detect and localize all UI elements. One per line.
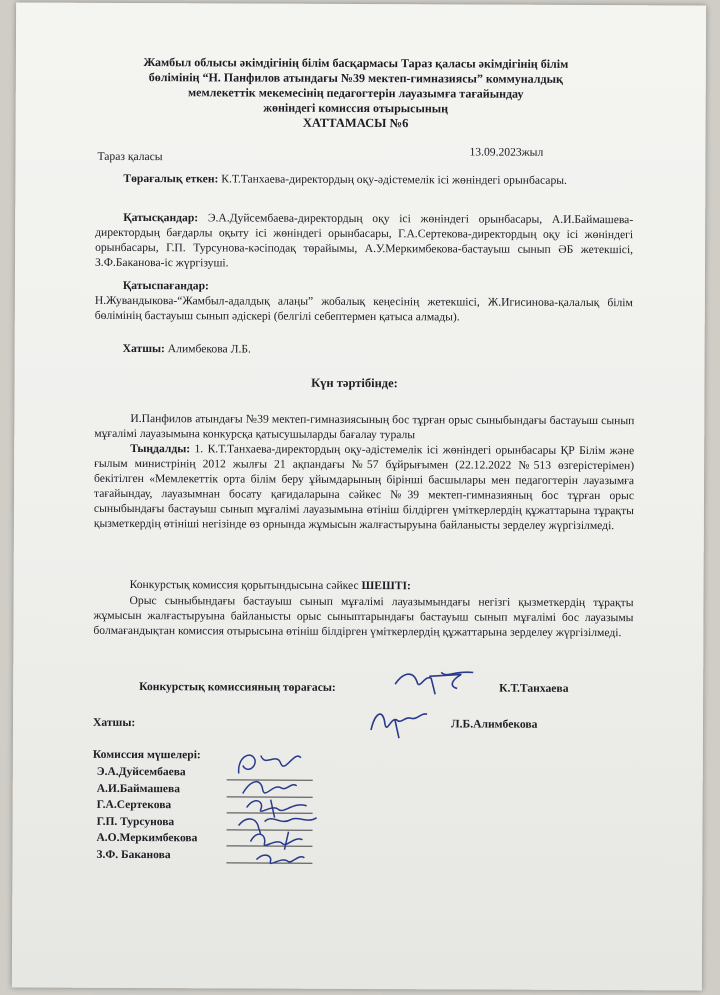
secretary-signature-name: Л.Б.Алимбекова [450,717,538,731]
absent-label: Қатыспағандар: [122,278,209,293]
member-name: Э.А.Дуйсембаева [96,765,186,779]
document-page [12,2,706,990]
date: 13.09.2023жыл [469,145,544,159]
member-name: А.О.Меркимбекова [96,831,198,845]
participants-label: Қатысқандар: [123,210,199,225]
place: Тараз қаласы [97,149,163,164]
participants-paragraph [95,210,633,272]
header-line-1: Жамбыл облысы әкімдігінің білім басқармасы Тараз қаласы әкімдігінің білім [143,55,569,71]
heard-text: 1. К.Т.Танхаева-директордың оқу-әдістемелік ісі жөніндегі орынбасары ҚР Білім және ғылым министрінің 2012 жылғы 21 ақпандағы №57 бұйрығымен (22.12.2022 №513 өзгерістерімен) бекітілген «Мемлекеттік орта білім беру ұйымдарының бірінші басшылары мен педагогтерін лауазымға тағайындау, лауазымнан босату қағидаларына сәйкес №39 мектеп-гимназияның бос тұрған орыс сыныбындағы бастауыш сынып мұғалімі лауазымына өтініш білдірген үміткерлердің құжаттарына тұрақты қызметкердің өтініші негізінде өз орнында жұмысын жалғастыруына байланысты зерделеу жүргізілмеді. [93,442,635,533]
chair-label: Төрағалық еткен: [123,171,219,186]
member-name: А.И.Баймашева [96,782,181,795]
chair-paragraph [95,171,633,188]
decision-text: Конкурстық комиссия қорытындысына сәйкес [129,578,362,593]
heard-paragraph [94,441,634,533]
members-list [96,765,197,864]
secretary-text: Алимбекова Л.Б. [167,342,251,356]
members-label: Комиссия мүшелері: [92,747,201,762]
header-line-3: мемлекеттік мекемесінің педагогтерін лауазымға тағайындау [187,85,524,101]
header-line-4: жөніндегі комиссия отырысының [263,100,449,116]
heard-label: Тыңдалды: [130,442,191,456]
agenda-text: И.Панфилов атындағы №39 мектеп-гимназиясының бос тұрған орыс сыныбындағы бастауыш сынып мұғалімі лауазымына конкурсқа қатысушыларды бағалау туралы [94,412,635,442]
agenda-title: Күн тәртібінде: [311,375,398,391]
decision-body: Орыс сыныбындағы бастауыш сынып мұғалімі лауазымындағы негізгі қызметкердің тұрақты жұмысын жалғастыруына байланысты орыс сыныптарындағы бастауыш сынып мұғалімі бос лауазымы болмағандықтан комиссия отырысына өтініш білдірген үміткерлердің құжаттарына зерделеу жүргізілмеді. [93,593,634,640]
chair-signature [391,664,481,700]
chair-signature-label: Конкурстық комиссияның төрағасы: [139,680,336,694]
secretary-signature-label: Хатшы: [92,715,136,730]
members-signatures [220,743,341,869]
decision-label: ШЕШТІ: [361,579,411,593]
absent-text: Н.Жувандыкова-“Жамбыл-адалдық алаңы” жобалық кеңесінің жетекшісі, Ж.Игисинова-қалалық білім бөлімінің бастауыш сынып әдіскері (белгілі себептермен қатыса алмады). [94,293,633,324]
secretary-label: Хатшы: [122,341,165,356]
member-name: Г.А.Сертекова [96,798,172,812]
participants-text: Э.А.Дуйсембаева-директордың оқу ісі жөніндегі орынбасары, А.И.Баймашева-директордың бағдарлы оқыту ісі жөніндегі орынбасары, Г.А.Сертекова-директордың оқу ісі жөніндегі орынбасары, Г.П. Турсунова-кәсіподақ төрайымы, А.У.Меркимбекова-бастауыш сынып ӘБ жетекшісі, З.Ф.Баканова-іс жүргізуші. [94,211,634,270]
absent-paragraph [95,278,633,325]
member-name: Г.П. Турсунова [96,815,175,828]
header-line-2: бөлімінің “Н. Панфилов атындағы №39 мектеп-гимназиясы” коммуналдық [148,70,563,86]
chair-text: К.Т.Танхаева-директордың оқу-әдістемелік ісі жөніндегі орынбасары. [221,172,567,187]
document-title: ХАТТАМАСЫ №6 [302,115,409,131]
header-block [76,55,636,132]
secretary-signature [365,702,445,742]
member-name: З.Ф. Баканова [96,848,171,861]
decision-line [130,577,411,593]
secretary-line [123,341,251,357]
chair-signature-name: К.Т.Танхаева [499,681,569,695]
